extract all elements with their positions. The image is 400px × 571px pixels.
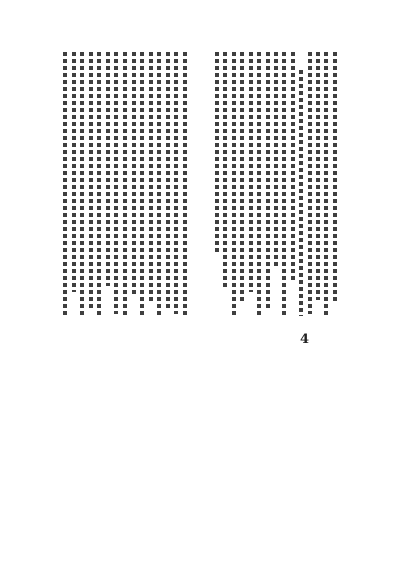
text-column	[71, 52, 77, 320]
text-column	[332, 52, 338, 320]
text-column	[323, 52, 329, 320]
text-line-placeholder	[132, 52, 136, 296]
text-block-right	[214, 52, 338, 320]
text-column	[290, 52, 296, 320]
text-column	[182, 52, 188, 320]
text-line-placeholder	[157, 52, 161, 318]
text-column	[131, 52, 137, 320]
text-column	[307, 52, 313, 320]
text-column	[122, 52, 128, 320]
text-line-placeholder	[324, 52, 328, 318]
text-line-placeholder	[140, 52, 144, 318]
text-column	[231, 52, 237, 320]
text-column	[281, 52, 287, 320]
text-line-placeholder	[97, 52, 101, 318]
text-line-placeholder	[174, 52, 178, 314]
text-column	[148, 52, 154, 320]
text-column	[265, 52, 271, 320]
text-column	[273, 52, 279, 320]
text-column	[79, 52, 85, 320]
text-line-placeholder	[123, 52, 127, 318]
text-line-placeholder	[166, 52, 170, 310]
text-column	[139, 52, 145, 320]
text-line-placeholder	[114, 52, 118, 314]
text-column	[105, 52, 111, 320]
text-line-placeholder	[316, 52, 320, 300]
text-column	[173, 52, 179, 320]
text-line-placeholder	[308, 52, 312, 314]
text-column	[239, 52, 245, 320]
text-line-placeholder	[106, 52, 110, 286]
text-column	[222, 52, 228, 320]
text-line-placeholder	[299, 70, 303, 316]
text-line-placeholder	[240, 52, 244, 304]
text-column	[256, 52, 262, 320]
text-line-placeholder	[149, 52, 153, 302]
text-line-placeholder	[63, 52, 67, 318]
text-line-placeholder	[257, 52, 261, 318]
text-column	[315, 52, 321, 320]
text-column	[62, 52, 68, 320]
text-line-placeholder	[266, 52, 270, 310]
text-line-placeholder	[282, 52, 286, 318]
text-column	[248, 52, 254, 320]
text-line-placeholder	[223, 52, 227, 288]
text-column	[113, 52, 119, 320]
text-column	[298, 52, 304, 320]
text-line-placeholder	[72, 52, 76, 292]
text-line-placeholder	[232, 52, 236, 318]
text-line-placeholder	[333, 52, 337, 304]
text-column	[96, 52, 102, 320]
text-block-left	[62, 52, 188, 320]
text-column	[214, 52, 220, 320]
page-number: 4	[300, 332, 310, 347]
text-line-placeholder	[274, 52, 278, 266]
text-line-placeholder	[291, 52, 295, 282]
text-column	[88, 52, 94, 320]
text-line-placeholder	[80, 52, 84, 318]
text-line-placeholder	[215, 52, 219, 252]
text-line-placeholder	[249, 52, 253, 292]
text-line-placeholder	[89, 52, 93, 308]
text-column	[165, 52, 171, 320]
text-column	[156, 52, 162, 320]
text-line-placeholder	[183, 52, 187, 318]
